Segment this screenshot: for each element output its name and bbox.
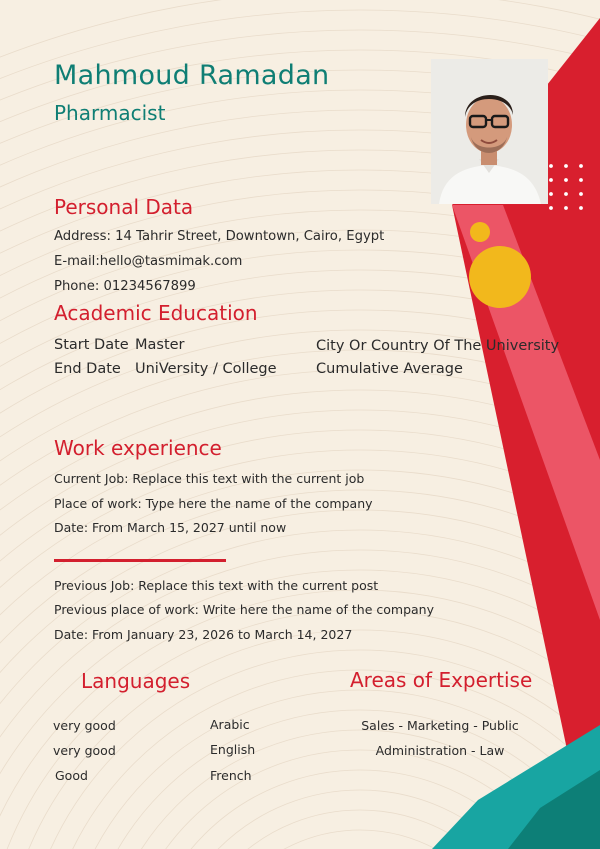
language-level-2: very good [53, 743, 116, 758]
address-text: Address: 14 Tahrir Street, Downtown, Cairo, Egypt [54, 229, 385, 244]
university-location-text: City Or Country Of The University [316, 338, 560, 354]
degree-text: Master [135, 337, 185, 353]
current-job-text: Current Job: Replace this text with the current job [54, 471, 365, 486]
language-name-3: French [210, 768, 252, 783]
language-level-3: Good [55, 768, 88, 783]
expertise-line-2: Administration - Law [375, 743, 505, 758]
email-text: E-mail:hello@tasmimak.com [54, 254, 243, 269]
academic-education-heading: Academic Education [54, 301, 258, 325]
full-name: Mahmoud Ramadan [54, 60, 330, 91]
cumulative-average-text: Cumulative Average [316, 361, 463, 377]
previous-job-text: Previous Job: Replace this text with the current post [54, 578, 379, 593]
phone-text: Phone: 01234567899 [54, 279, 196, 294]
current-place-text: Place of work: Type here the name of the company [54, 496, 373, 511]
language-name-1: Arabic [210, 717, 250, 732]
yellow-circle-large [469, 246, 531, 308]
job-title: Pharmacist [54, 101, 166, 125]
work-experience-heading: Work experience [54, 436, 222, 460]
personal-data-heading: Personal Data [54, 195, 194, 219]
institution-text: UniVersity / College [135, 361, 277, 377]
areas-of-expertise-heading: Areas of Expertise [350, 668, 533, 692]
language-name-2: English [210, 742, 256, 757]
section-divider [54, 559, 226, 562]
previous-place-text: Previous place of work: Write here the name of the company [54, 602, 435, 617]
previous-date-text: Date: From January 23, 2026 to March 14, 2027 [54, 627, 353, 642]
languages-heading: Languages [81, 669, 191, 693]
current-date-text: Date: From March 15, 2027 until now [54, 520, 287, 535]
start-date-label: Start Date [54, 337, 129, 353]
end-date-label: End Date [54, 361, 121, 377]
language-level-1: very good [53, 718, 116, 733]
profile-photo [431, 59, 548, 204]
yellow-circle-small [470, 222, 490, 242]
expertise-line-1: Sales - Marketing - Public [361, 718, 519, 733]
person-portrait-icon [431, 59, 548, 204]
